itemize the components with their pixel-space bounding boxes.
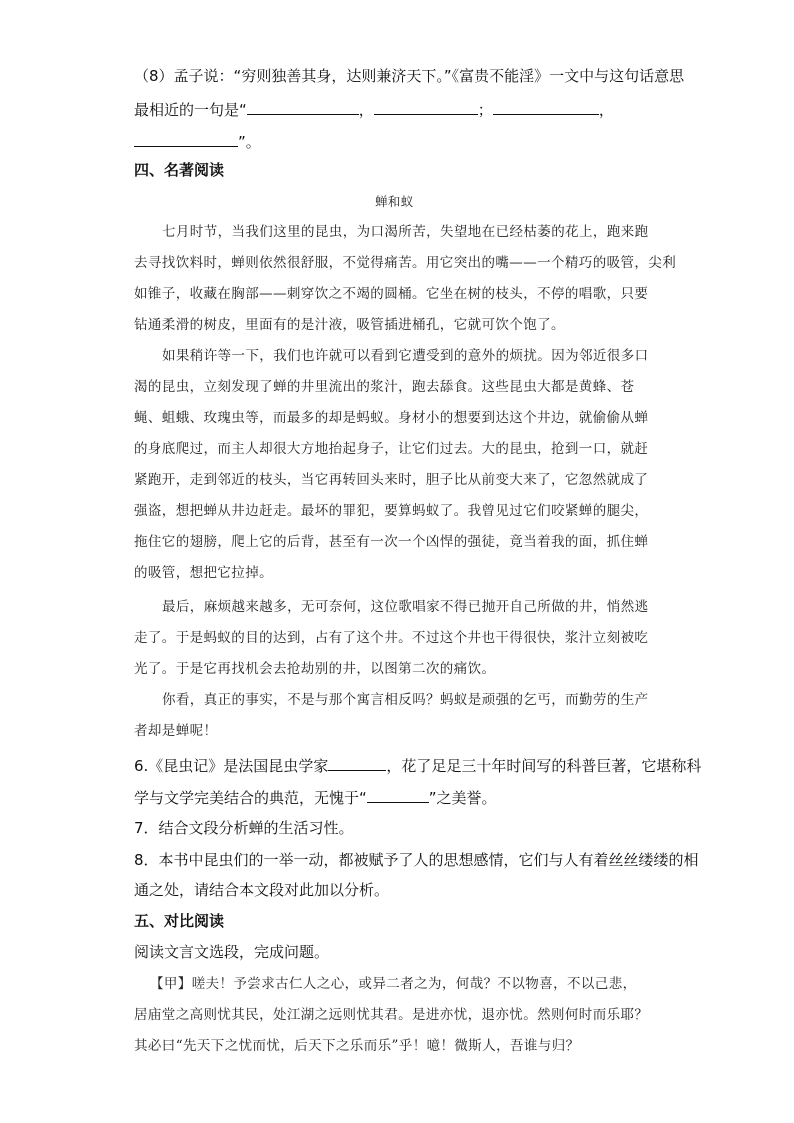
passage-line-4: 钻通柔滑的树皮，里面有的是汁液，吸管插进桶孔，它就可饮个饱了。 (134, 317, 565, 333)
classical-line-1: 【甲】嗟夫！予尝求古仁人之心，或异二者之为，何哉？不以物喜，不以己悲， (150, 976, 637, 992)
q7-text: 7．结合文段分析蝉的生活习性。 (134, 819, 354, 837)
passage-line-7: 蝇、蛆蛾、玫瑰虫等，而最多的却是蚂蚁。身材小的想要到达这个井边，就偷偷从蝉 (134, 410, 649, 426)
q8-answer-blank-1[interactable] (247, 98, 359, 115)
passage-line-16: 你看，真正的事实，不是与那个寓言相反吗？蚂蚁是顽强的乞丐，而勤劳的生产 (162, 692, 649, 708)
section-4-heading: 四、名著阅读 (134, 161, 225, 179)
passage-line-11: 拖住它的翅膀，爬上它的后背，甚至有一次一个凶悍的强徒，竟当着我的面，抓住蝉 (134, 534, 649, 550)
classical-line-2: 居庙堂之高则忧其民，处江湖之远则忧其君。是进亦忧，退亦忧。然则何时而乐耶？ (134, 1007, 649, 1023)
section-5-intro: 阅读文言文选段，完成问题。 (134, 943, 330, 961)
passage-line-15: 光了。于是它再找机会去抢劫别的井，以图第二次的痛饮。 (134, 661, 496, 677)
q6-answer-blank-2[interactable] (367, 786, 429, 803)
q8-answer-blank-2[interactable] (374, 98, 478, 115)
passage-line-9: 紧跑开，走到邻近的枝头，当它再转回头来时，胆子比从前变大来了，它忽然就成了 (134, 472, 649, 488)
passage-line-14: 走了。于是蚂蚁的目的达到，占有了这个井。不过这个井也干得很快，浆汁立刻被吃 (134, 630, 649, 646)
q8-line-2 (134, 98, 614, 120)
q8-comma-2: ， (598, 101, 614, 119)
passage-line-13: 最后，麻烦越来越多，无可奈何，这位歌唱家不得已抛开自己所做的井，悄然逃 (162, 599, 649, 615)
classical-line-3: 其必曰“先天下之忧而忧，后天下之乐而乐”乎！噫！微斯人，吾谁与归？ (134, 1038, 580, 1054)
q8-suffix: ”。 (238, 133, 261, 151)
q8-comma: ， (358, 101, 374, 119)
q8-line-1: （8）孟子说：“穷则独善其身，达则兼济天下。”《富贵不能淫》一文中与这句话意思 (134, 67, 685, 85)
q6-middle: ，花了足足三十年时间写的科普巨著，它堪称科 (386, 757, 702, 775)
passage-line-5: 如果稍许等一下，我们也许就可以看到它遭受到的意外的烦扰。因为邻近很多口 (162, 348, 649, 364)
passage-line-17: 者却是蝉呢！ (134, 723, 218, 739)
q8-line-3 (134, 130, 261, 152)
q6-prefix: 6.《昆虫记》是法国昆虫学家 (134, 757, 329, 775)
q6-line-2 (134, 786, 497, 808)
q8-answer-blank-4[interactable] (134, 130, 238, 147)
q6-answer-blank-1[interactable] (328, 754, 386, 771)
passage-line-8: 的身底爬过，而主人却很大方地抬起身子，让它们过去。大的昆虫，抢到一口，就赶 (134, 441, 649, 457)
passage-line-2: 去寻找饮料时，蝉则依然很舒服，不觉得痛苦。用它突出的嘴——一个精巧的吸管，尖利 (134, 255, 677, 271)
passage-line-6: 渴的昆虫，立刻发现了蝉的井里流出的浆汁，跑去舔食。这些昆虫大都是黄蜂、苍 (134, 379, 635, 395)
passage-line-1: 七月时节，当我们这里的昆虫，为口渴所苦，失望地在已经枯萎的花上，跑来跑 (162, 224, 649, 240)
passage-line-10: 强盗，想把蝉从井边赶走。最坏的罪犯，要算蚂蚁了。我曾见过它们咬紧蝉的腿尖， (134, 503, 649, 519)
passage-title: 蝉和蚁 (375, 194, 414, 209)
q6-line-1 (134, 754, 701, 776)
q8b-line-2: 通之处，请结合本文段对此加以分析。 (134, 881, 390, 899)
q8-prefix: 最相近的一句是“ (134, 101, 247, 119)
q8-semicolon: ； (477, 101, 493, 119)
passage-line-3: 如锥子，收藏在胸部——刺穿饮之不竭的圆桶。它坐在树的枝头，不停的唱歌，只要 (134, 286, 649, 302)
q8b-line-1: 8．本书中昆虫们的一举一动，都被赋予了人的思想感情，它们与人有着丝丝缕缕的相 (134, 851, 699, 869)
q8-answer-blank-3[interactable] (493, 98, 599, 115)
passage-line-12: 的吸管，想把它拉掉。 (134, 565, 273, 581)
q6-suffix: ”之美誉。 (428, 789, 497, 807)
q6-prefix-2: 学与文学完美结合的典范，无愧于“ (134, 789, 367, 807)
section-5-heading: 五、对比阅读 (134, 912, 225, 930)
